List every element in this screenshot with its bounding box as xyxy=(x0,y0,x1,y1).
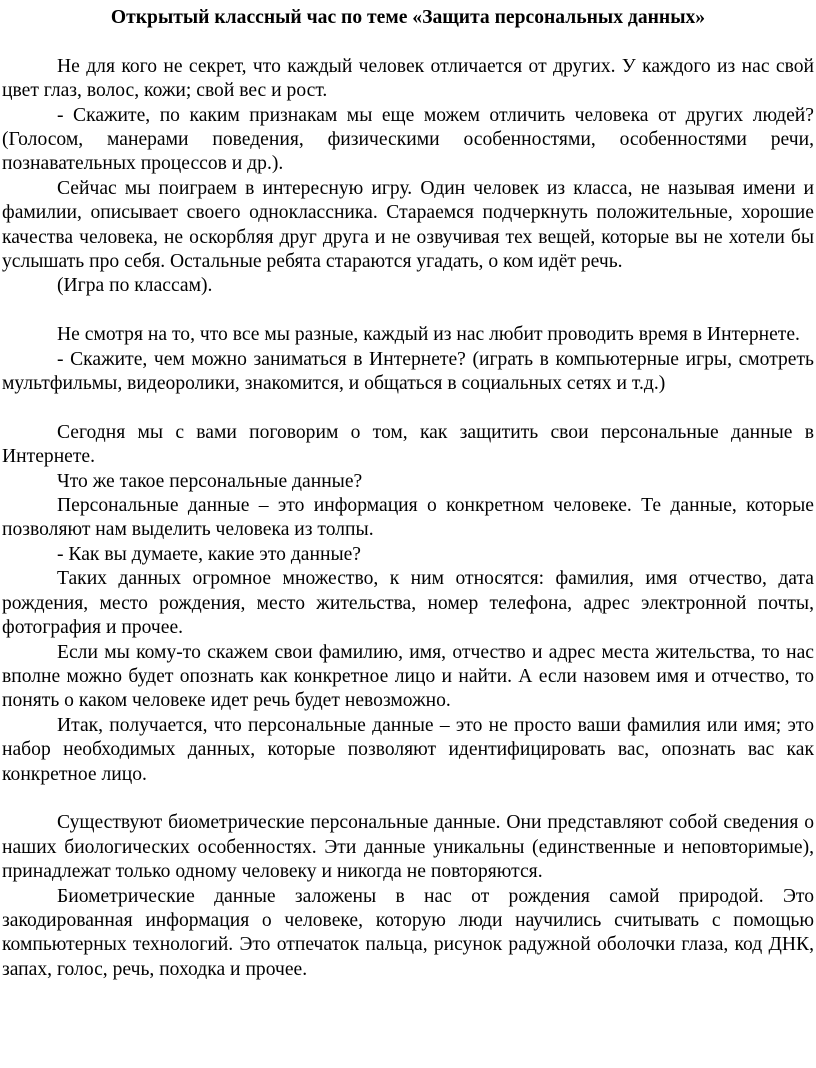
paragraph-question-which-data: - Как вы думаете, какие это данные? xyxy=(57,543,362,565)
document-title: Открытый классный час по теме «Защита персональных данных» xyxy=(110,7,706,28)
paragraph-biometric-details: Биометрические данные заложены в нас от рождения самой природой. Это закодированная информация о человеке, которую люди научились считывать с помощью компьютерных технологий. Это отпечаток пальца, рисунок радужной оболочки глаза, код ДНК, запах, голос, речь, походка и прочее. xyxy=(2,885,814,980)
paragraph-gap xyxy=(2,299,814,323)
paragraph-differences: Не для кого не секрет, что каждый человек отличается от других. У каждого из нас свой цвет глаз, волос, кожи; свой вес и рост. xyxy=(2,55,814,102)
paragraph-data-list: Таких данных огромное множество, к ним относятся: фамилия, имя отчество, дата рождения, место рождения, место жительства, номер телефона, адрес электронной почты, фотография и прочее. xyxy=(2,568,814,639)
paragraph-question-features: - Скажите, по каким признакам мы еще можем отличить человека от других людей? (Голосом, манерами поведения, физическими особенностями, особенностями речи, познавательных процессов и др.). xyxy=(2,104,814,175)
paragraph-identification-example: Если мы кому-то скажем свои фамилию, имя, отчество и адрес места жительства, то нас вполне можно будет опознать как конкретное лицо и найти. А если назовем имя и отчество, то понять о каком человеке идет речь будет невозможно. xyxy=(2,641,814,712)
paragraph-gap xyxy=(2,787,814,811)
paragraph-definition: Персональные данные – это информация о конкретном человеке. Те данные, которые позволяют нам выделить человека из толпы. xyxy=(2,495,814,541)
paragraph-summary: Итак, получается, что персональные данные – это не просто ваши фамилия или имя; это набор необходимых данных, которые позволяют идентифицировать вас, опознать вас как конкретное лицо. xyxy=(2,714,814,785)
paragraph-gap xyxy=(2,396,814,420)
paragraph-game-by-class: (Игра по классам). xyxy=(57,275,213,297)
paragraph-question-internet: - Скажите, чем можно заниматься в Интернете? (играть в компьютерные игры, смотреть мультфильмы, видеоролики, знакомится, и общаться в социальных сетях и т.д.) xyxy=(2,348,814,395)
paragraph-biometric-intro: Существуют биометрические персональные данные. Они представляют собой сведения о наших биологических особенностях. Эти данные уникальны (единственные и неповторимые), принадлежат только одному человеку и никогда не повторяются. xyxy=(2,812,814,883)
paragraph-internet-time: Не смотря на то, что все мы разные, каждый из нас любит проводить время в Интернете. xyxy=(57,324,800,346)
paragraph-what-is-personal-data: Что же такое персональные данные? xyxy=(57,470,363,492)
paragraph-today-topic: Сегодня мы с вами поговорим о том, как защитить свои персональные данные в Интернете. xyxy=(2,421,814,468)
paragraph-game: Сейчас мы поиграем в интересную игру. Один человек из класса, не называя имени и фамилии, описывает своего одноклассника. Стараемся подчеркнуть положительные, хорошие качества человека, не оскорбляя друг друга и не озвучивая тех вещей, которые вы не хотели бы услышать про себя. Остальные ребята стараются угадать, о ком идёт речь. xyxy=(2,177,814,273)
